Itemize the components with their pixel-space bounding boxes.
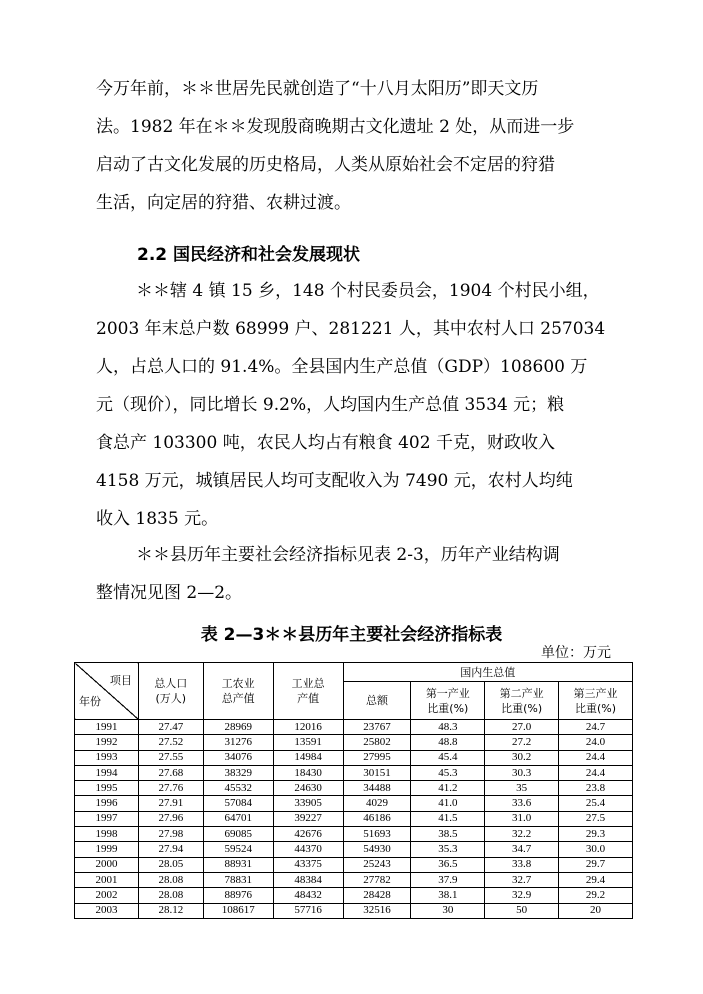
- text-line: 生活，向定居的狩猎、农耕过渡。: [96, 193, 351, 213]
- table-row: [75, 842, 633, 857]
- table-cell: 46186: [343, 811, 411, 826]
- table-cell: 30.0: [559, 842, 633, 857]
- table-cell: 24.4: [559, 750, 633, 765]
- header-gdp-total: 总额: [343, 682, 411, 720]
- header-agri-industrial-output: 工农业 总产值: [203, 663, 273, 720]
- table-cell: 1997: [75, 811, 139, 826]
- table-cell: 45.3: [411, 765, 485, 780]
- table-cell: 24.0: [559, 735, 633, 750]
- table-row: [75, 888, 633, 903]
- table-cell: 41.5: [411, 811, 485, 826]
- table-cell: 14984: [273, 750, 343, 765]
- text-line: 食总产 103300 吨，农民人均占有粮食 402 千克，财政收入: [96, 433, 555, 453]
- table-cell: 20: [559, 903, 633, 918]
- indicator-table: [74, 662, 633, 919]
- table-row: [75, 720, 633, 735]
- table-cell: 27.2: [485, 735, 559, 750]
- table-cell: 31.0: [485, 811, 559, 826]
- table-cell: 38329: [203, 765, 273, 780]
- table-row: [75, 796, 633, 811]
- table-cell: 78831: [203, 872, 273, 887]
- table-cell: 41.0: [411, 796, 485, 811]
- table-cell: 25243: [343, 857, 411, 872]
- table-cell: 64701: [203, 811, 273, 826]
- table-cell: 34076: [203, 750, 273, 765]
- table-cell: 28.08: [138, 888, 203, 903]
- header-industrial-output: 工业总 产值: [273, 663, 343, 720]
- table-cell: 27.0: [485, 720, 559, 735]
- table-cell: 31276: [203, 735, 273, 750]
- table-cell: 23.8: [559, 781, 633, 796]
- table-cell: 1994: [75, 765, 139, 780]
- table-cell: 28.08: [138, 872, 203, 887]
- table-cell: 33.8: [485, 857, 559, 872]
- table-row: [75, 781, 633, 796]
- table-cell: 27.76: [138, 781, 203, 796]
- header-primary-share: 第一产业 比重(%): [411, 682, 485, 720]
- table-cell: 48384: [273, 872, 343, 887]
- text-line: 今万年前，＊＊世居先民就创造了“十八月太阳历”即天文历: [96, 79, 539, 99]
- text-line: 元（现价），同比增长 9.2%，人均国内生产总值 3534 元；粮: [96, 395, 565, 415]
- table-cell: 38.1: [411, 888, 485, 903]
- table-cell: 2000: [75, 857, 139, 872]
- table-row: [75, 872, 633, 887]
- corner-header-item: 项目: [109, 674, 132, 687]
- text-line: ＊＊县历年主要社会经济指标见表 2-3，历年产业结构调: [136, 545, 560, 565]
- table-cell: 27.47: [138, 720, 203, 735]
- table-cell: 51693: [343, 827, 411, 842]
- table-cell: 33905: [273, 796, 343, 811]
- table-cell: 34488: [343, 781, 411, 796]
- table-cell: 38.5: [411, 827, 485, 842]
- table-cell: 59524: [203, 842, 273, 857]
- table-cell: 45532: [203, 781, 273, 796]
- table-unit: 单位：万元: [541, 645, 611, 661]
- corner-header: [75, 663, 139, 720]
- table-cell: 39227: [273, 811, 343, 826]
- text-line: 启动了古文化发展的历史格局，人类从原始社会不定居的狩猎: [96, 155, 555, 175]
- table-cell: 30: [411, 903, 485, 918]
- table-cell: 28.12: [138, 903, 203, 918]
- table-cell: 30.2: [485, 750, 559, 765]
- corner-header-year: 年份: [79, 695, 101, 708]
- table-cell: 1991: [75, 720, 139, 735]
- table-cell: 29.4: [559, 872, 633, 887]
- table-caption: 表 2—3＊＊县历年主要社会经济指标表: [200, 625, 503, 645]
- paragraph-economy: [96, 272, 616, 538]
- section-heading: 2.2 国民经济和社会发展现状: [137, 245, 361, 265]
- table-cell: 29.3: [559, 827, 633, 842]
- table-cell: 2003: [75, 903, 139, 918]
- table-cell: 54930: [343, 842, 411, 857]
- table-cell: 33.6: [485, 796, 559, 811]
- table-cell: 2001: [75, 872, 139, 887]
- table-cell: 48.3: [411, 720, 485, 735]
- table-cell: 27.68: [138, 765, 203, 780]
- text-line: 人，占总人口的 91.4%。全县国内生产总值（GDP）108600 万: [96, 357, 588, 377]
- table-row: [75, 827, 633, 842]
- table-cell: 57084: [203, 796, 273, 811]
- table-cell: 36.5: [411, 857, 485, 872]
- text-line: 整情况见图 2—2。: [96, 583, 243, 603]
- table-cell: 108617: [203, 903, 273, 918]
- table-cell: 12016: [273, 720, 343, 735]
- table-cell: 32.9: [485, 888, 559, 903]
- table-row: [75, 857, 633, 872]
- table-cell: 27.98: [138, 827, 203, 842]
- table-cell: 32516: [343, 903, 411, 918]
- table-cell: 13591: [273, 735, 343, 750]
- table-cell: 27995: [343, 750, 411, 765]
- table-cell: 45.4: [411, 750, 485, 765]
- text-line: 4158 万元，城镇居民人均可支配收入为 7490 元，农村人均纯: [96, 471, 573, 491]
- table-cell: 24630: [273, 781, 343, 796]
- table-cell: 1995: [75, 781, 139, 796]
- table-cell: 29.2: [559, 888, 633, 903]
- table-cell: 32.7: [485, 872, 559, 887]
- table-row: [75, 903, 633, 918]
- paragraph-history: [96, 70, 616, 222]
- table-cell: 48.8: [411, 735, 485, 750]
- table-cell: 28.05: [138, 857, 203, 872]
- text-line: 收入 1835 元。: [96, 509, 219, 529]
- table-cell: 35: [485, 781, 559, 796]
- header-secondary-share: 第二产业 比重(%): [485, 682, 559, 720]
- table-cell: 1996: [75, 796, 139, 811]
- header-gdp-group: 国内生总值: [343, 663, 632, 682]
- table-cell: 27.5: [559, 811, 633, 826]
- header-tertiary-share: 第三产业 比重(%): [559, 682, 633, 720]
- table-cell: 69085: [203, 827, 273, 842]
- table-cell: 1999: [75, 842, 139, 857]
- table-cell: 24.7: [559, 720, 633, 735]
- table-cell: 28969: [203, 720, 273, 735]
- table-cell: 27.52: [138, 735, 203, 750]
- table-cell: 27.94: [138, 842, 203, 857]
- table-cell: 43375: [273, 857, 343, 872]
- table-cell: 27.91: [138, 796, 203, 811]
- table-row: [75, 750, 633, 765]
- text-line: ＊＊辖 4 镇 15 乡，148 个村民委员会，1904 个村民小组，: [136, 281, 600, 301]
- table-cell: 25.4: [559, 796, 633, 811]
- table-cell: 27.96: [138, 811, 203, 826]
- table-cell: 30151: [343, 765, 411, 780]
- table-row: [75, 811, 633, 826]
- header-population: 总人口 (万人): [138, 663, 203, 720]
- text-line: 法。1982 年在＊＊发现殷商晚期古文化遗址 2 处，从而进一步: [96, 117, 575, 137]
- table-cell: 44370: [273, 842, 343, 857]
- table-cell: 88976: [203, 888, 273, 903]
- table-cell: 25802: [343, 735, 411, 750]
- paragraph-reference: [96, 536, 616, 612]
- table-row: [75, 765, 633, 780]
- table-cell: 50: [485, 903, 559, 918]
- table-cell: 1993: [75, 750, 139, 765]
- table-cell: 57716: [273, 903, 343, 918]
- table-cell: 27.55: [138, 750, 203, 765]
- text-line: 2003 年末总户数 68999 户、281221 人，其中农村人口 257034: [96, 319, 606, 339]
- table-row: [75, 735, 633, 750]
- table-cell: 28428: [343, 888, 411, 903]
- table-cell: 41.2: [411, 781, 485, 796]
- table-cell: 23767: [343, 720, 411, 735]
- table-cell: 48432: [273, 888, 343, 903]
- table-cell: 24.4: [559, 765, 633, 780]
- table-cell: 2002: [75, 888, 139, 903]
- table-cell: 30.3: [485, 765, 559, 780]
- table-cell: 1998: [75, 827, 139, 842]
- table-cell: 1992: [75, 735, 139, 750]
- table-cell: 88931: [203, 857, 273, 872]
- table-cell: 35.3: [411, 842, 485, 857]
- table-cell: 34.7: [485, 842, 559, 857]
- table-cell: 27782: [343, 872, 411, 887]
- table-cell: 42676: [273, 827, 343, 842]
- table-cell: 18430: [273, 765, 343, 780]
- table-cell: 37.9: [411, 872, 485, 887]
- table-cell: 4029: [343, 796, 411, 811]
- table-cell: 32.2: [485, 827, 559, 842]
- table-cell: 29.7: [559, 857, 633, 872]
